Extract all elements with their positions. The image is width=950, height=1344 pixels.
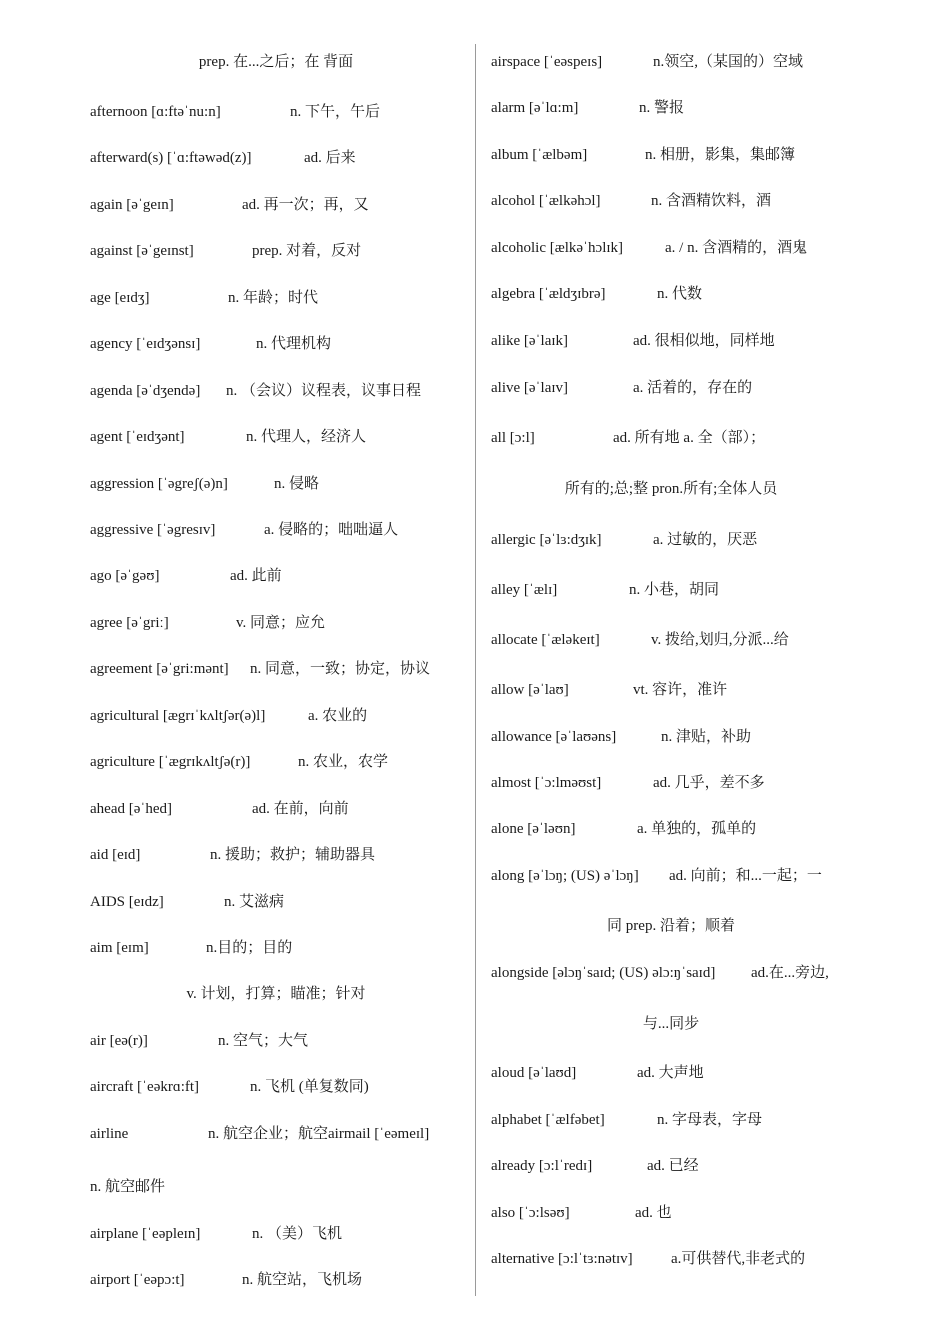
entry-definition: ad. 再一次；再，又 — [242, 197, 369, 213]
entry-aloud — [491, 1063, 704, 1083]
entry-definition: n. 津贴，补助 — [661, 729, 752, 745]
entry-definition: prep. 在...之后；在 背面 — [198, 54, 354, 70]
entry-definition: v. 同意；应允 — [236, 615, 326, 631]
entry-agenda — [90, 381, 422, 401]
entry-definition: v. 计划，打算；瞄准；针对 — [186, 986, 366, 1002]
entry-airplane — [90, 1224, 343, 1244]
entry-definition: n. 相册，影集，集邮簿 — [645, 147, 796, 163]
entry-agree — [90, 613, 326, 633]
entry-headword: agree [əˈgriː] — [90, 615, 169, 631]
entry-almost — [491, 773, 765, 793]
entry-afternoon — [90, 102, 381, 122]
entry-definition: n. 飞机 (单复数同) — [250, 1079, 369, 1095]
entry-definition: n. 代理机构 — [256, 336, 332, 352]
entry-headword: air [eə(r)] — [90, 1033, 148, 1049]
entry-definition: ad. 所有地 a. 全（部）； — [613, 430, 766, 446]
entry-headword: alley [ˈælɪ] — [491, 582, 558, 598]
entry-definition: v. 拨给,划归,分派...给 — [651, 632, 789, 648]
entry-aggression — [90, 474, 320, 494]
entry-definition: n. 代数 — [657, 286, 703, 302]
entry-line — [90, 52, 462, 72]
entry-definition: vt. 容许，准许 — [633, 682, 728, 698]
entry-definition: n. 农业，农学 — [298, 754, 389, 770]
entry-all — [491, 428, 766, 448]
entry-definition: a. 单独的，孤单的 — [637, 821, 757, 837]
entry-algebra — [491, 284, 703, 304]
entry-definition: 与...同步 — [642, 1016, 700, 1032]
entry-line — [491, 479, 851, 499]
entry-allergic — [491, 530, 758, 550]
entry-definition: n. 航空邮件 — [90, 1179, 166, 1195]
entry-air — [90, 1031, 309, 1051]
entry-definition: ad. 也 — [635, 1205, 672, 1221]
entry-headword: allocate [ˈæləkeɪt] — [491, 632, 600, 648]
entry-headword: agency [ˈeɪdʒənsɪ] — [90, 336, 201, 352]
entry-line — [90, 984, 462, 1004]
entry-definition: n. 援助；救护；辅助器具 — [210, 847, 376, 863]
entry-definition: ad. 大声地 — [637, 1065, 704, 1081]
entry-definition: n. （美）飞机 — [252, 1226, 343, 1242]
entry-headword: alternative [ɔ:lˈtɜ:nətɪv] — [491, 1251, 633, 1267]
entry-headword: airspace [ˈeəspeɪs] — [491, 54, 603, 70]
entry-definition: n. 字母表，字母 — [657, 1112, 763, 1128]
entry-against — [90, 241, 362, 261]
entry-headword: aircraft [ˈeəkrɑ:ft] — [90, 1079, 200, 1095]
entry-again — [90, 195, 369, 215]
entry-aids — [90, 892, 285, 912]
entry-definition: n. 年龄；时代 — [228, 290, 319, 306]
entry-alcoholic — [491, 238, 808, 258]
entry-line — [491, 916, 851, 936]
entry-headword: again [əˈgeɪn] — [90, 197, 174, 213]
column-divider — [475, 44, 476, 1296]
entry-definition: ad.在...旁边, — [751, 965, 829, 981]
entry-headword: allergic [əˈlɜ:dʒɪk] — [491, 532, 602, 548]
entry-also — [491, 1203, 672, 1223]
entry-definition: a. 活着的，存在的 — [633, 380, 753, 396]
entry-headword: alike [əˈlaɪk] — [491, 333, 569, 349]
entry-headword: album [ˈælbəm] — [491, 147, 588, 163]
entry-definition: n. 艾滋病 — [224, 894, 285, 910]
entry-album — [491, 145, 796, 165]
entry-airline — [90, 1124, 430, 1144]
entry-headword: agent [ˈeɪdʒənt] — [90, 429, 185, 445]
entry-definition: n. 代理人，经济人 — [246, 429, 367, 445]
entry-definition: ad. 在前，向前 — [252, 801, 349, 817]
entry-alone — [491, 819, 757, 839]
entry-aid — [90, 845, 376, 865]
entry-agent — [90, 427, 367, 447]
entry-alarm — [491, 98, 685, 118]
entry-alcohol — [491, 191, 772, 211]
entry-headword: alarm [əˈlɑ:m] — [491, 100, 579, 116]
entry-definition: a. 侵略的；咄咄逼人 — [264, 522, 399, 538]
entry-definition: n. 空气；大气 — [218, 1033, 309, 1049]
entry-age — [90, 288, 319, 308]
entry-headword: agriculture [ˈægrɪkʌltʃə(r)] — [90, 754, 251, 770]
entry-headword: airline — [90, 1126, 129, 1142]
entry-definition: n. 下午，午后 — [290, 104, 381, 120]
entry-headword: airplane [ˈeəpleɪn] — [90, 1226, 201, 1242]
entry-headword: alcoholic [ælkəˈhɔlɪk] — [491, 240, 624, 256]
entry-definition: n. 航空企业；航空airmail [ˈeəmeɪl] — [208, 1126, 430, 1142]
entry-alternative — [491, 1249, 806, 1269]
entry-definition: ad. 很相似地，同样地 — [633, 333, 775, 349]
entry-definition: a. / n. 含酒精的，酒鬼 — [665, 240, 808, 256]
entry-definition: ad. 后来 — [304, 150, 356, 166]
entry-agricultural — [90, 706, 368, 726]
entry-headword: alone [əˈləʊn] — [491, 821, 576, 837]
entry-aircraft — [90, 1077, 369, 1097]
entry-aim — [90, 938, 293, 958]
entry-definition: n.目的；目的 — [206, 940, 293, 956]
entry-already — [491, 1156, 699, 1176]
entry-line — [491, 1014, 851, 1034]
entry-definition: 同 prep. 沿着；顺着 — [607, 918, 735, 934]
entry-alike — [491, 331, 775, 351]
entry-agreement — [90, 659, 431, 679]
entry-definition: n. 航空站，飞机场 — [242, 1272, 363, 1288]
entry-headword: all [ɔ:l] — [491, 430, 535, 446]
entry-allocate — [491, 630, 789, 650]
entry-headword: afterward(s) [ˈɑ:ftəwəd(z)] — [90, 150, 252, 166]
entry-airport — [90, 1270, 363, 1290]
entry-allow — [491, 680, 728, 700]
entry-definition: a. 农业的 — [308, 708, 368, 724]
entry-airmail-def — [90, 1177, 165, 1197]
entry-headword: afternoon [ɑ:ftəˈnu:n] — [90, 104, 221, 120]
entry-definition: n. 警报 — [639, 100, 685, 116]
entry-headword: alive [əˈlaɪv] — [491, 380, 569, 396]
entry-agriculture — [90, 752, 389, 772]
entry-ago — [90, 566, 282, 586]
entry-headword: aid [eɪd] — [90, 847, 141, 863]
entry-definition: a.可供替代,非老式的 — [671, 1251, 806, 1267]
entry-definition: ad. 此前 — [230, 568, 282, 584]
entry-alongside — [491, 963, 829, 983]
entry-headword: aggressive [ˈəgresɪv] — [90, 522, 216, 538]
entry-definition: ad. 向前；和...一起；一 — [669, 868, 822, 884]
entry-definition: ad. 几乎，差不多 — [653, 775, 765, 791]
entry-definition: prep. 对着，反对 — [252, 243, 362, 259]
entry-headword: aloud [əˈlaʊd] — [491, 1065, 577, 1081]
entry-definition: n. 侵略 — [274, 476, 320, 492]
entry-headword: also [ˈɔ:lsəʊ] — [491, 1205, 570, 1221]
entry-headword: alphabet [ˈælfəbet] — [491, 1112, 605, 1128]
entry-ahead — [90, 799, 349, 819]
entry-headword: already [ɔ:lˈredɪ] — [491, 1158, 593, 1174]
entry-headword: aggression [ˈəgreʃ(ə)n] — [90, 476, 228, 492]
entry-definition: n.领空,（某国的）空域 — [653, 54, 804, 70]
entry-airspace — [491, 52, 804, 72]
entry-headword: algebra [ˈældʒɪbrə] — [491, 286, 606, 302]
entry-headword: age [eɪdʒ] — [90, 290, 150, 306]
entry-afterwards — [90, 148, 356, 168]
entry-aggressive — [90, 520, 399, 540]
entry-alive — [491, 378, 753, 398]
entry-definition: n. 含酒精饮料，酒 — [651, 193, 772, 209]
entry-headword: allowance [əˈlaʊəns] — [491, 729, 617, 745]
entry-headword: aim [eɪm] — [90, 940, 149, 956]
entry-allowance — [491, 727, 752, 747]
entry-alphabet — [491, 1110, 763, 1130]
entry-definition: n. （会议）议程表，议事日程 — [226, 383, 422, 399]
entry-agency — [90, 334, 332, 354]
entry-headword: allow [əˈlaʊ] — [491, 682, 569, 698]
entry-definition: n. 同意，一致；协定，协议 — [250, 661, 431, 677]
entry-headword: along [əˈlɔŋ; (US) əˈlɔŋ] — [491, 868, 639, 884]
entry-definition: ad. 已经 — [647, 1158, 699, 1174]
entry-headword: alcohol [ˈælkəhɔl] — [491, 193, 601, 209]
entry-definition: 所有的;总;整 pron.所有;全体人员 — [564, 481, 778, 497]
entry-headword: ago [əˈgəʊ] — [90, 568, 160, 584]
entry-headword: ahead [əˈhed] — [90, 801, 173, 817]
entry-headword: alongside [əlɔŋˈsaɪd; (US) əlɔ:ŋˈsaɪd] — [491, 965, 716, 981]
entry-headword: agricultural [ægrɪˈkʌltʃər(ə)l] — [90, 708, 266, 724]
entry-headword: AIDS [eɪdz] — [90, 894, 164, 910]
entry-definition: n. 小巷，胡同 — [629, 582, 720, 598]
entry-alley — [491, 580, 720, 600]
entry-headword: against [əˈgeɪnst] — [90, 243, 194, 259]
entry-along — [491, 866, 822, 886]
entry-definition: a. 过敏的，厌恶 — [653, 532, 758, 548]
entry-headword: almost [ˈɔ:lməʊst] — [491, 775, 602, 791]
entry-headword: agreement [əˈgri:mənt] — [90, 661, 229, 677]
entry-headword: airport [ˈeəpɔ:t] — [90, 1272, 185, 1288]
entry-headword: agenda [əˈdʒendə] — [90, 383, 201, 399]
